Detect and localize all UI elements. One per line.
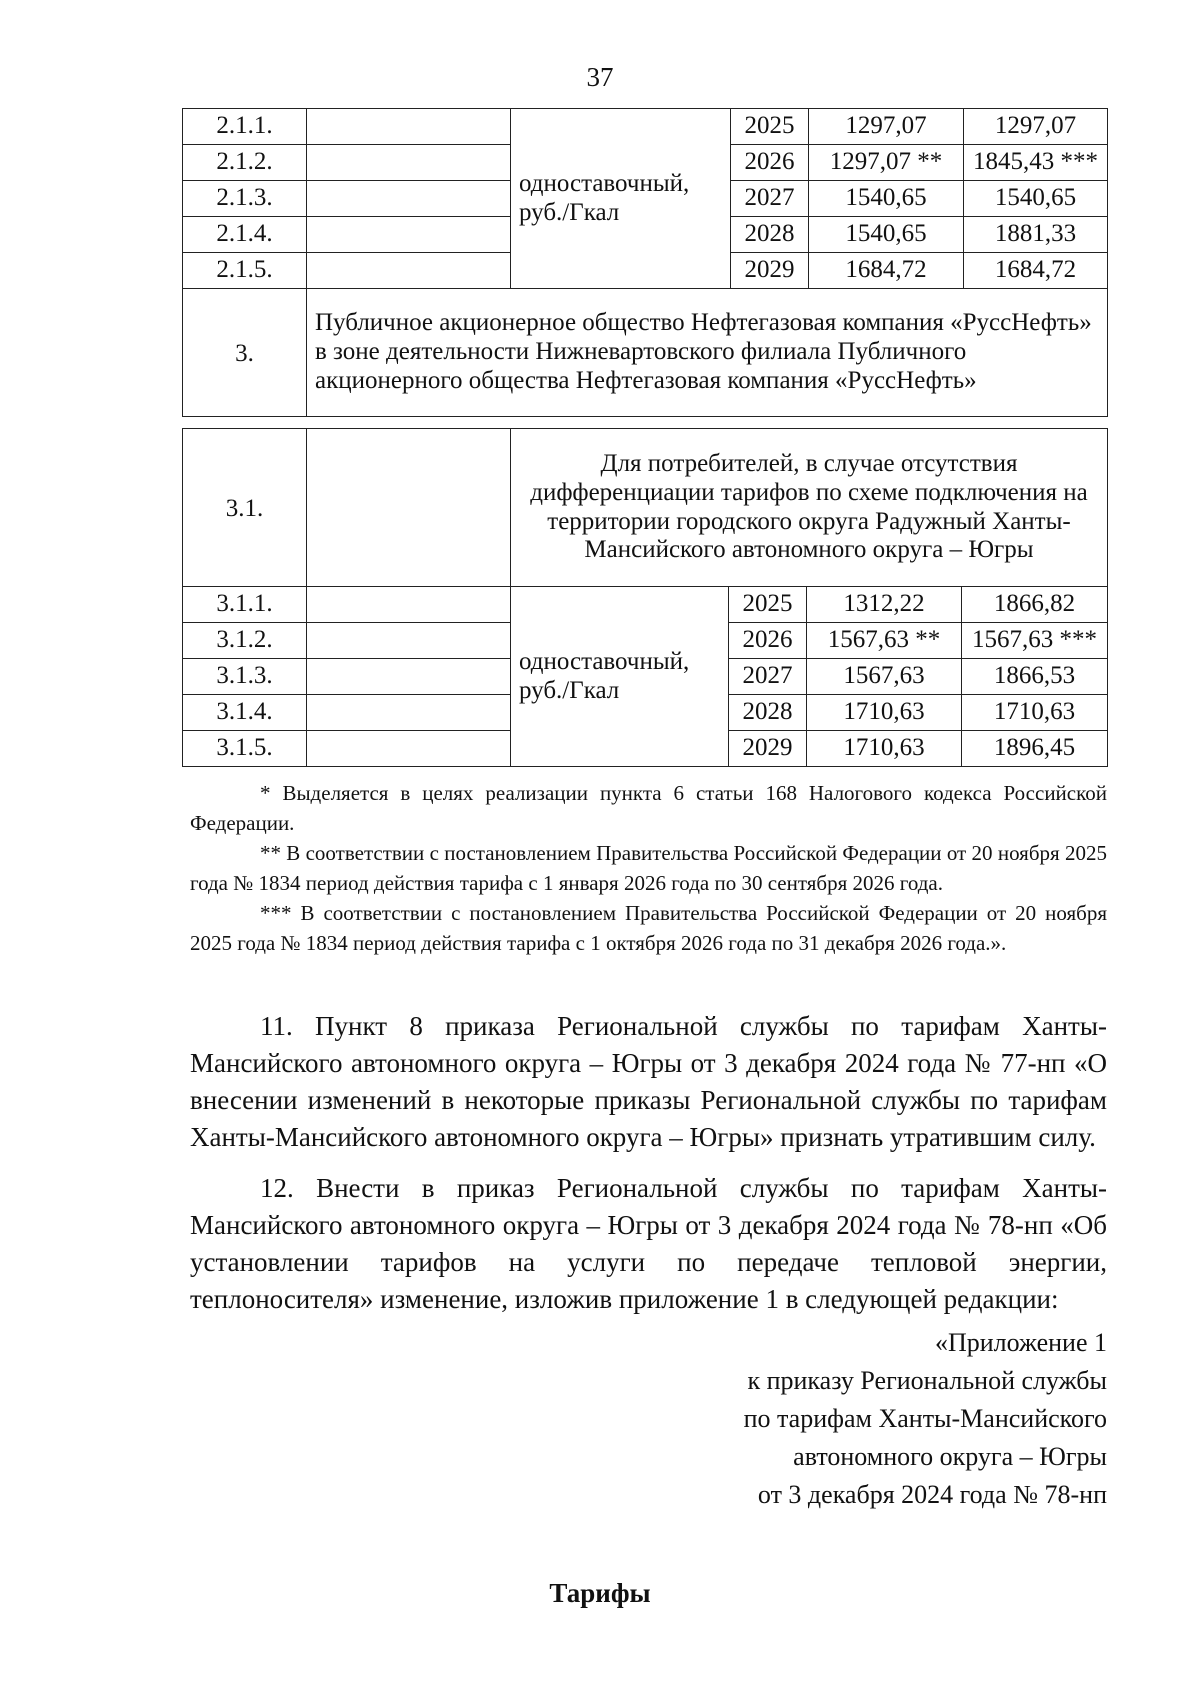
tariff-value-2: 1866,53 xyxy=(962,659,1108,695)
row-number: 2.1.4. xyxy=(183,217,307,253)
empty-cell xyxy=(307,623,511,659)
footnote-3: *** В соответствии с постановлением Правительства Российской Федерации от 20 ноября 2025 года № 1834 период действия тарифа с 1 октября 2026 года по 31 декабря 2026 года.». xyxy=(190,901,1107,955)
empty-cell xyxy=(307,109,511,145)
rate-unit-line: руб./Гкал xyxy=(519,676,620,704)
section-heading: Тарифы xyxy=(549,1578,651,1608)
paragraph-11-text: 11. Пункт 8 приказа Региональной службы по тарифам Ханты-Мансийского автономного округа – Югры от 3 декабря 2024 года № 77-нп «О внесении изменений в некоторые приказы Региональной службы по тарифам Ханты-Мансийского автономного округа – Югры» признать утратившим силу. xyxy=(190,1011,1107,1152)
row-number: 2.1.5. xyxy=(183,253,307,289)
tariff-value-2: 1710,63 xyxy=(962,695,1108,731)
tariff-value-1: 1312,22 xyxy=(807,587,962,623)
tariff-value-1: 1540,65 xyxy=(809,181,964,217)
tariff-value-2: 1297,07 xyxy=(964,109,1108,145)
year-cell: 2026 xyxy=(729,623,807,659)
tariff-table-2-1 xyxy=(182,108,1108,417)
row-number: 2.1.3. xyxy=(183,181,307,217)
paragraph-11 xyxy=(190,1008,1107,1156)
year-cell: 2027 xyxy=(731,181,809,217)
empty-cell xyxy=(307,253,511,289)
table-row xyxy=(183,587,1108,623)
tariff-value-2: 1881,33 xyxy=(964,217,1108,253)
empty-cell xyxy=(307,181,511,217)
page-number: 37 xyxy=(586,62,614,92)
empty-cell xyxy=(307,731,511,767)
appendix-line: «Приложение 1 xyxy=(934,1328,1107,1357)
tariff-value-2: 1567,63 *** xyxy=(962,623,1108,659)
empty-cell xyxy=(307,145,511,181)
empty-cell xyxy=(307,695,511,731)
tariff-value-2: 1845,43 *** xyxy=(964,145,1108,181)
tariff-value-1: 1567,63 xyxy=(807,659,962,695)
rate-type-cell xyxy=(511,109,731,289)
year-cell: 2028 xyxy=(729,695,807,731)
tariff-value-1: 1684,72 xyxy=(809,253,964,289)
tariff-value-2: 1896,45 xyxy=(962,731,1108,767)
row-number: 3.1.4. xyxy=(183,695,307,731)
empty-cell xyxy=(307,659,511,695)
year-cell: 2026 xyxy=(731,145,809,181)
tariff-value-1: 1710,63 xyxy=(807,695,962,731)
tariff-value-1: 1540,65 xyxy=(809,217,964,253)
empty-cell xyxy=(307,587,511,623)
rate-type-line: одноставочный, xyxy=(519,169,690,197)
consumer-description: Для потребителей, в случае отсутствия дифференциации тарифов по схеме подключения на территории городского округа Радужный Ханты-Мансийского автономного округа – Югры xyxy=(511,429,1108,587)
year-cell: 2029 xyxy=(729,731,807,767)
footnote-2: ** В соответствии с постановлением Правительства Российской Федерации от 20 ноября 2025 года № 1834 период действия тарифа с 1 января 2026 года по 30 сентября 2026 года. xyxy=(190,841,1107,895)
table-row xyxy=(183,429,1108,587)
subsection-number: 3.1. xyxy=(183,429,307,587)
year-cell: 2029 xyxy=(731,253,809,289)
tariff-value-1: 1710,63 xyxy=(807,731,962,767)
appendix-line: автономного округа – Югры xyxy=(793,1442,1107,1471)
paragraph-12-text: 12. Внести в приказ Региональной службы по тарифам Ханты-Мансийского автономного округа – Югры от 3 декабря 2024 года № 78-нп «Об установлении тарифов на услуги по передаче тепловой энергии, теплоносителя» изменение, изложив приложение 1 в следующей редакции: xyxy=(190,1173,1107,1314)
appendix-line: по тарифам Ханты-Мансийского xyxy=(743,1404,1107,1433)
tariff-value-1: 1297,07 ** xyxy=(809,145,964,181)
section-number: 3. xyxy=(183,289,307,417)
appendix-line: от 3 декабря 2024 года № 78-нп xyxy=(757,1480,1107,1509)
row-number: 3.1.1. xyxy=(183,587,307,623)
tariff-table-3-1 xyxy=(182,586,1108,767)
consumer-section-table xyxy=(182,428,1108,587)
year-cell: 2025 xyxy=(731,109,809,145)
year-cell: 2028 xyxy=(731,217,809,253)
footnotes xyxy=(190,778,1107,958)
empty-cell xyxy=(307,217,511,253)
appendix-reference xyxy=(600,1324,1107,1514)
empty-cell xyxy=(307,429,511,587)
paragraph-12 xyxy=(190,1170,1107,1318)
appendix-line: к приказу Региональной службы xyxy=(747,1366,1107,1395)
year-cell: 2025 xyxy=(729,587,807,623)
footnote-1: * Выделяется в целях реализации пункта 6 статьи 168 Налогового кодекса Российской Федерации. xyxy=(190,781,1107,835)
rate-type-cell xyxy=(511,587,729,767)
table-row xyxy=(183,109,1108,145)
table-row xyxy=(183,289,1108,417)
tariff-value-1: 1567,63 ** xyxy=(807,623,962,659)
organization-name: Публичное акционерное общество Нефтегазовая компания «РуссНефть» в зоне деятельности Нижневартовского филиала Публичного акционерного общества Нефтегазовая компания «РуссНефть» xyxy=(307,289,1108,417)
row-number: 3.1.5. xyxy=(183,731,307,767)
year-cell: 2027 xyxy=(729,659,807,695)
tariff-value-2: 1866,82 xyxy=(962,587,1108,623)
rate-unit-line: руб./Гкал xyxy=(519,198,620,226)
row-number: 2.1.1. xyxy=(183,109,307,145)
rate-type-line: одноставочный, xyxy=(519,647,690,675)
row-number: 2.1.2. xyxy=(183,145,307,181)
row-number: 3.1.3. xyxy=(183,659,307,695)
row-number: 3.1.2. xyxy=(183,623,307,659)
tariff-value-1: 1297,07 xyxy=(809,109,964,145)
tariff-value-2: 1540,65 xyxy=(964,181,1108,217)
tariff-value-2: 1684,72 xyxy=(964,253,1108,289)
